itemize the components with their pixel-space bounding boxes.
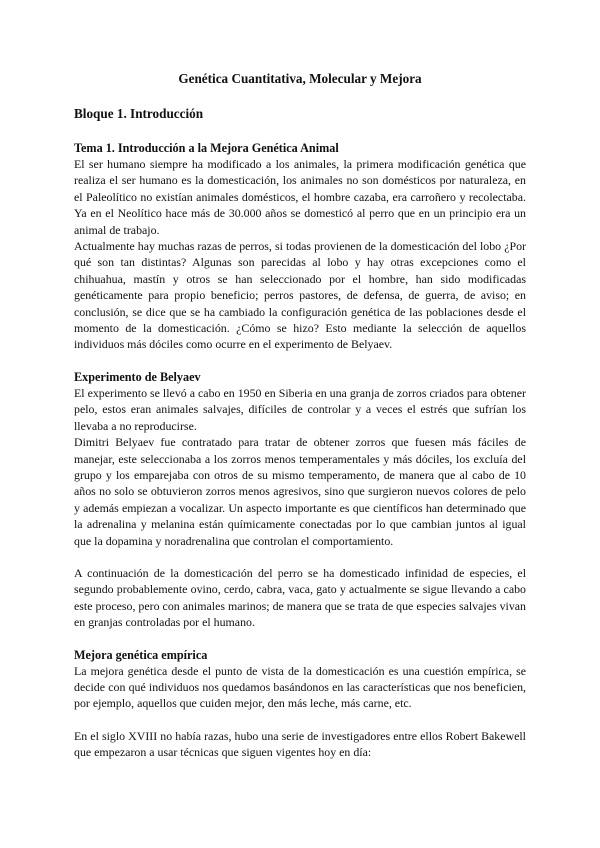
paragraph: La mejora genética desde el punto de vista de la domesticación es una cuestión empírica, se decide con qué individuos nos quedamos basándonos en las características que nos beneficien, por ejemplo, aquellos que cuiden mejor, den más leche, más carne, etc. xyxy=(74,663,526,711)
spacer xyxy=(74,712,526,728)
document-title: Genética Cuantitativa, Molecular y Mejora xyxy=(178,71,422,86)
section-heading-tema-1: Tema 1. Introducción a la Mejora Genética Animal xyxy=(74,141,339,155)
paragraph: El experimento se llevó a cabo en 1950 en Siberia en una granja de zorros criados para obtener pelo, estos eran animales salvajes, difíciles de controlar y a veces el estrés que sufrían los llevaba a no reproducirse. xyxy=(74,385,526,433)
spacer xyxy=(74,87,526,105)
paragraph: Actualmente hay muchas razas de perros, si todas provienen de la domesticación del lobo ¿Por qué son tan distintas? Algunas son parecidas al lobo y hay otras excepciones como el chihuahua, mastín y otros se han seleccionado por el hombre, han sido modificadas genéticamente para propio beneficio; perros pastores, de defensa, de guerra, de aviso; en conclusión, se dice que se ha cambiado la configuración genética de las poblaciones desde el momento de la domesticación. ¿Cómo se hizo? Esto mediante la selección de aquellos individuos más dóciles como ocurre en el experimento de Belyaev. xyxy=(74,239,526,352)
paragraph: Dimitri Belyaev fue contratado para tratar de obtener zorros que fuesen más fáciles de manejar, este seleccionaba a los zorros menos temperamentales y más dóciles, los excluía del grupo y los emparejaba con otros de su mismo temperamento, de manera que al cabo de 10 años no solo se obtuvieron zorros menos agresivos, sino que surgieron nuevos colores de pelo y además empiezan a vocalizar. Un aspecto importante es que científicos han determinado que la adrenalina y melanina están químicamente conectadas por lo que cambian juntos al igual que la dopamina y noradrenalina que controlan el comportamiento. xyxy=(74,435,526,548)
spacer xyxy=(74,631,526,647)
paragraph: El ser humano siempre ha modificado a los animales, la primera modificación genética que realiza el ser humano es la domesticación, los animales no son domésticos por naturaleza, en el Paleolítico no existían animales domésticos, el hombre cazaba, era carroñero y recolectaba. Ya en el Neolítico hace más de 30.000 años se domesticó al perro que en un principio era un animal de trabajo. xyxy=(74,157,526,237)
section-heading-mejora-empirica: Mejora genética empírica xyxy=(74,647,208,662)
section-heading-experimento: Experimento de Belyaev xyxy=(74,369,201,384)
paragraph: En el siglo XVIII no había razas, hubo una serie de investigadores entre ellos Robert Bakewell que empezaron a usar técnicas que siguen vigentes hoy en día: xyxy=(74,728,526,760)
spacer xyxy=(74,353,526,369)
spacer xyxy=(74,549,526,565)
spacer xyxy=(74,122,526,140)
paragraph: A continuación de la domesticación del perro se ha domesticado infinidad de especies, el segundo probablemente ovino, cerdo, cabra, vaca, gato y actualmente se sigue llevando a cabo este proceso, pero con animales marinos; de manera que se trata de que especies salvajes vivan en granjas controladas por el humano. xyxy=(74,565,526,630)
document-page xyxy=(74,70,526,761)
block-title: Bloque 1. Introducción xyxy=(74,106,204,121)
